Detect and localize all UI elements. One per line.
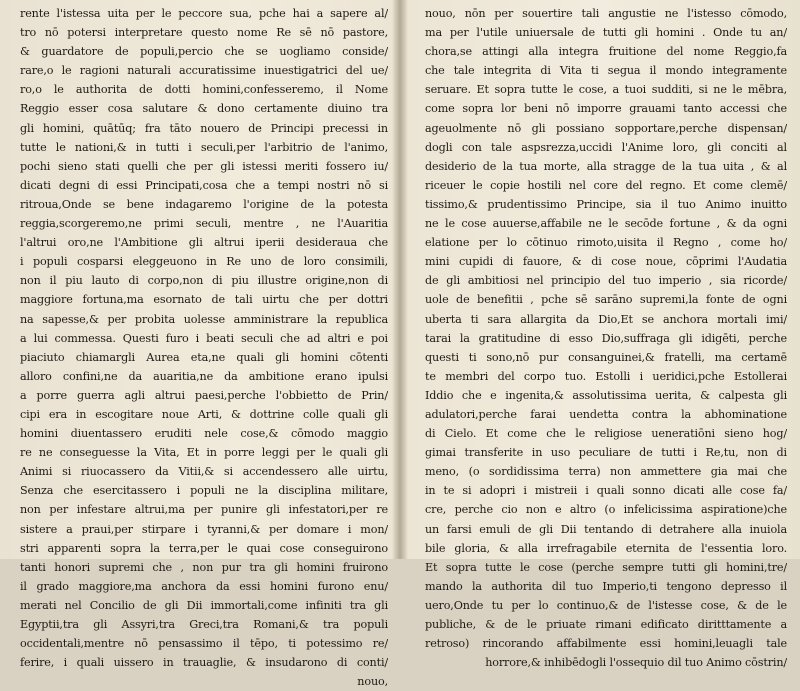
text-line: tutte le nationi,& in tutti i seculi,per l'arbitrio de l'animo, (20, 140, 388, 154)
text-line: ro,o le authorita de dotti homini,confesseremo, il Nome (20, 83, 388, 97)
text-line: cipi era in escogitare noue Arti, & dottrine colle quali gli (20, 407, 388, 421)
text-line: in te si adopri i mistreii i quali sonno dicati alle cose fa/ (425, 484, 787, 498)
text-line: homini diuentassero eruditi nele cose,& cōmodo maggio (20, 427, 388, 441)
text-line: reggia,scorgeremo,ne primi seculi, mentre , ne l'Auaritia (20, 217, 388, 231)
text-line: non il piu lauto di corpo,non di piu illustre origine,non di (20, 274, 388, 288)
text-line: tanti honori supremi che , non pur tra gli homini fruirono (20, 560, 388, 574)
text-line: dogli con tale aspsrezza,uccidi l'Anime loro, gli conciti al (425, 140, 787, 154)
page-gutter (392, 0, 408, 559)
text-line: occidentali,mentre nō pensassimo il tēpo, ti potessimo re/ (20, 637, 388, 651)
text-line: bile gloria, & alla irrefragabile eternita de l'essentia loro. (425, 541, 787, 555)
text-line: maggiore fortuna,ma esornato de tali uirtu che per dottri (20, 293, 388, 307)
text-line: rare,o le ragioni naturali accuratissime inuestigatrici del ue/ (20, 64, 388, 78)
text-line: alloro confini,ne da auaritia,ne da ambitione erano ipulsi (20, 369, 388, 383)
text-line: nouo, nōn per souertire tali angustie ne l'istesso cōmodo, (425, 7, 787, 20)
text-line: chora,se attingi alla integra fruitione del nome Reggio,fa (425, 45, 787, 59)
text-line: ageuolmente nō gli possiano sopportare,perche dispensan/ (425, 121, 787, 135)
catchword: nouo, (357, 675, 388, 689)
text-line: publiche, & de le priuate rimani edificato diritttamente a (425, 618, 787, 631)
text-line: un farsi emuli de gli Dii tentando di detrahere alla inuiola (425, 522, 787, 536)
text-line: ferire, i quali uissero in trauaglie, & insudarono di conti/ (20, 656, 388, 670)
text-line: stri apparenti sopra la terra,per le quai cose conseguirono (20, 541, 388, 555)
text-line: uero,Onde tu per lo continuo,& de l'istesse cose, & de le (425, 598, 787, 612)
text-line: seruare. Et sopra tutte le cose, a tuoi sudditi, si ne le mēbra, (425, 83, 787, 97)
text-line: Egyptii,tra gli Assyri,tra Greci,tra Romani,& tra populi (20, 618, 388, 631)
text-line: adulatori,perche farai uendetta contra la abhominatione (425, 407, 787, 421)
text-line: uole de benefitii , pche sē sarāno supremi,la fonte de ogni (425, 293, 787, 307)
text-line: sistere a praui,per stirpare i tyranni,& per domare i mon/ (20, 522, 388, 536)
text-line: che tale integrita di Vita ti segua il mondo integramente (425, 64, 787, 78)
text-line: na sapesse,& per probita uolesse amministrare la republica (20, 312, 388, 326)
text-line: non per infestare altrui,ma per punire gli infestatori,per re (20, 503, 388, 517)
text-line: desiderio de la tua morte, alla stragge de la tua uita , & al (425, 159, 787, 173)
text-line: Senza che esercitassero i populi ne la disciplina militare, (20, 484, 388, 498)
text-line: uberta ti sara allargita da Dio,Et se anchora mortali imi/ (425, 312, 787, 326)
text-line: dicati degni di essi Principati,cosa che a tempi nostri nō si (20, 178, 388, 192)
text-line: il grado maggiore,ma anchora da essi homini furono enu/ (20, 579, 388, 593)
text-line: mando la authorita dil tuo Imperio,ti tengono depresso il (425, 579, 787, 593)
text-line: Et sopra tutte le cose (perche sempre tutti gli homini,tre/ (425, 560, 787, 574)
text-line: l'altrui oro,ne l'Ambitione gli altrui iperii desideraua che (20, 236, 388, 250)
text-line: mini cupidi di fauore, & di cose noue, cōprimi l'Audatia (425, 255, 787, 269)
text-line: merati nel Concilio de gli Dii immortali,come infiniti tra gli (20, 598, 388, 612)
text-line: come sopra lor beni nō imporre grauami tanto accessi che (425, 102, 787, 116)
text-line: te membri del corpo tuo. Estolli i ueridici,pche Estollerai (425, 369, 787, 383)
text-line: riceuer le copie hostili nel core del regno. Et come clemē/ (425, 178, 787, 192)
text-line: a lui commessa. Questi furo i beati seculi che ad altri e poi (20, 331, 388, 345)
text-line: a porre guerra agli altrui paesi,perche l'obbietto de Prin/ (20, 388, 388, 402)
text-line: gli homini, quātūq; fra tāto nouero de Principi precessi in (20, 121, 388, 135)
text-line: tarai la gratitudine di esso Dio,suffraga gli idigēti, perche (425, 331, 787, 345)
text-line: rente l'istessa uita per le peccore sua, pche hai a sapere al/ (20, 7, 388, 20)
text-line: retroso) rincorando affabilmente essi homini,leuagli tale (425, 637, 787, 651)
right-page (425, 4, 787, 672)
text-line: Iddio che e ingenita,& assolutissima uerita, & calpesta gli (425, 388, 787, 402)
text-line: piaciuto chiamargli Aurea eta,ne quali gli homini cōtenti (20, 350, 388, 364)
text-line: horrore,& inhibēdogli l'ossequio dil tuo Animo cōstrin/ (485, 656, 787, 670)
text-line: pochi sieno stati quelli che per gli istessi meriti fossero iu/ (20, 159, 388, 173)
text-line: Reggio esser cosa salutare & dono certamente diuino tra (20, 102, 388, 116)
text-line: de gli ambitiosi nel principio del tuo imperio , sia ricorde/ (425, 274, 787, 288)
text-line: di Cielo. Et come che le religiose ueneratiōni sieno hog/ (425, 427, 787, 441)
text-line: questi ti sono,nō pur consanguinei,& fratelli, ma certamē (425, 350, 787, 364)
left-page (20, 4, 388, 691)
text-line: tro nō potersi interpretare questo nome Re sē nō pastore, (20, 26, 388, 40)
text-line: elatione per lo cōtinuo rimoto,uisita il Regno , come ho/ (425, 236, 787, 250)
text-line: meno, (o sordidissima terra) non ammettere gia mai che (425, 465, 787, 479)
text-line: ritroua,Onde se bene indagaremo l'origine de la potesta (20, 197, 388, 211)
text-line: ma per l'utile uniuersale de tutti gli homini . Onde tu an/ (425, 26, 787, 40)
text-line: ne le cose auuerse,affabile ne le secōde fortune , & da ogni (425, 217, 787, 231)
text-line: i populi cosparsi eleggeuono in Re uno de loro consimili, (20, 255, 388, 269)
text-line: Animi si riuocassero da Vitii,& si accendessero alle uirtu, (20, 465, 388, 479)
text-line: gimai transferite in uso peculiare de tutti i Re,tu, non di (425, 446, 787, 460)
text-line: & guardatore de populi,percio che se uogliamo conside/ (20, 45, 388, 59)
text-line: cre, perche cio non e altro (o infelicissima aspiratione)che (425, 503, 787, 517)
text-line: tissimo,& prudentissimo Principe, sia il tuo Animo inuitto (425, 197, 787, 211)
text-line: re ne conseguesse la Vita, Et in porre leggi per le quali gli (20, 446, 388, 460)
